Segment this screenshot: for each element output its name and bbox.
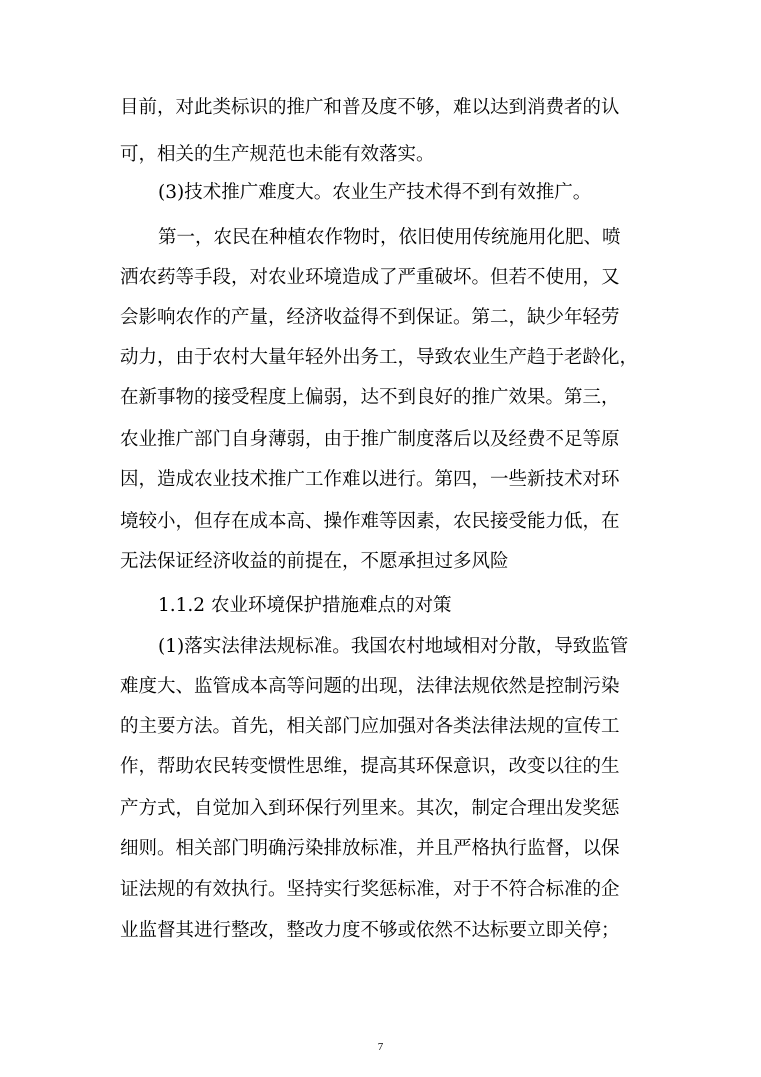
text-line: 作，帮助农民转变惯性思维，提高其环保意识，改变以往的生: [120, 756, 620, 777]
text-line: 难度大、监管成本高等问题的出现，法律法规依然是控制污染: [120, 676, 620, 697]
text-line: 因，造成农业技术推广工作难以进行。第四，一些新技术对环: [120, 469, 620, 490]
text-line: 产方式，自觉加入到环保行列里来。其次，制定合理出发奖惩: [120, 798, 620, 819]
text-line: 可，相关的生产规范也未能有效落实。: [120, 144, 435, 165]
text-line: 会影响农作的产量，经济收益得不到保证。第二，缺少年轻劳: [120, 307, 620, 328]
text-line: 境较小，但存在成本高、操作难等因素，农民接受能力低，在: [120, 511, 620, 532]
text-line: 无法保证经济收益的前提在，不愿承担过多风险: [120, 551, 509, 572]
text-line: 动力，由于农村大量年轻外出务工，导致农业生产趋于老龄化，: [120, 347, 639, 368]
text-line: 洒农药等手段，对农业环境造成了严重破坏。但若不使用，又: [120, 267, 620, 288]
text-line: (1)落实法律法规标准。我国农村地域相对分散，导致监管: [158, 636, 629, 657]
text-line: 的主要方法。首先，相关部门应加强对各类法律法规的宣传工: [120, 716, 620, 737]
section-heading: (3)技术推广难度大。农业生产技术得不到有效推广。: [158, 182, 592, 203]
text-line: 细则。相关部门明确污染排放标准，并且严格执行监督，以保: [120, 838, 620, 859]
text-line: 目前，对此类标识的推广和普及度不够，难以达到消费者的认: [120, 97, 620, 118]
text-line: 业监督其进行整改，整改力度不够或依然不达标要立即关停；: [120, 920, 620, 941]
text-line: 在新事物的接受程度上偏弱，达不到良好的推广效果。第三，: [120, 387, 620, 408]
text-line: 第一，农民在种植农作物时，依旧使用传统施用化肥、喷: [158, 227, 621, 248]
section-heading: 1.1.2 农业环境保护措施难点的对策: [158, 595, 452, 616]
text-line: 证法规的有效执行。坚持实行奖惩标准，对于不符合标准的企: [120, 879, 620, 900]
page-number: 7: [377, 1041, 384, 1053]
text-line: 农业推广部门自身薄弱，由于推广制度落后以及经费不足等原: [120, 429, 620, 450]
